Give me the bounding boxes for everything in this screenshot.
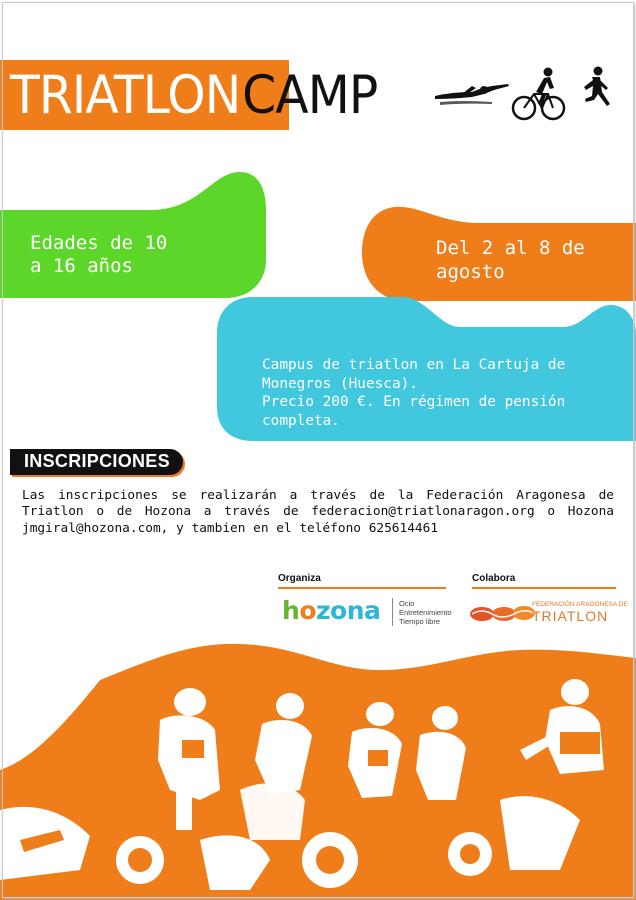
organiza-label: Organiza — [278, 573, 321, 584]
federacion-name-bottom: TRIATLON — [532, 608, 609, 624]
title-part-triatlon: TRIATLON — [10, 64, 241, 126]
colabora-label: Colabora — [472, 573, 516, 584]
campus-text: Campus de triatlon en La Cartuja de Monegros (Huesca). Precio 200 €. En régimen de pensión completa. — [262, 357, 566, 429]
cyclist-icon — [513, 68, 564, 120]
hozona-logo: hozona — [282, 596, 381, 625]
hozona-tagline: Ocio Entretenimiento Tiempo libre — [399, 599, 452, 626]
cyclists-illustration — [0, 640, 636, 900]
inscripciones-heading: INSCRIPCIONES — [24, 451, 170, 471]
dates-text: Del 2 al 8 de agosto — [436, 237, 585, 283]
inscripciones-body: Las inscripciones se realizarán a través de la Federación Aragonesa de Triatlon o de Hozona a través de federacion@triatlonaragon.org o Hozona jmgiral@hozona.com, y tambien en el teléfono 625614461 — [22, 488, 614, 536]
age-text: Edades de 10 a 16 años — [30, 232, 168, 277]
title-part-camp: CAMP — [242, 64, 378, 126]
organiza-divider — [278, 587, 446, 589]
colabora-divider — [472, 587, 616, 589]
swimmer-icon — [435, 84, 509, 105]
runner-icon — [584, 67, 610, 107]
sport-icons — [432, 64, 622, 124]
federacion-name-top: FEDERACIÓN ARAGONESA DE — [532, 601, 628, 608]
hozona-separator — [392, 598, 393, 626]
poster-title — [10, 62, 377, 128]
